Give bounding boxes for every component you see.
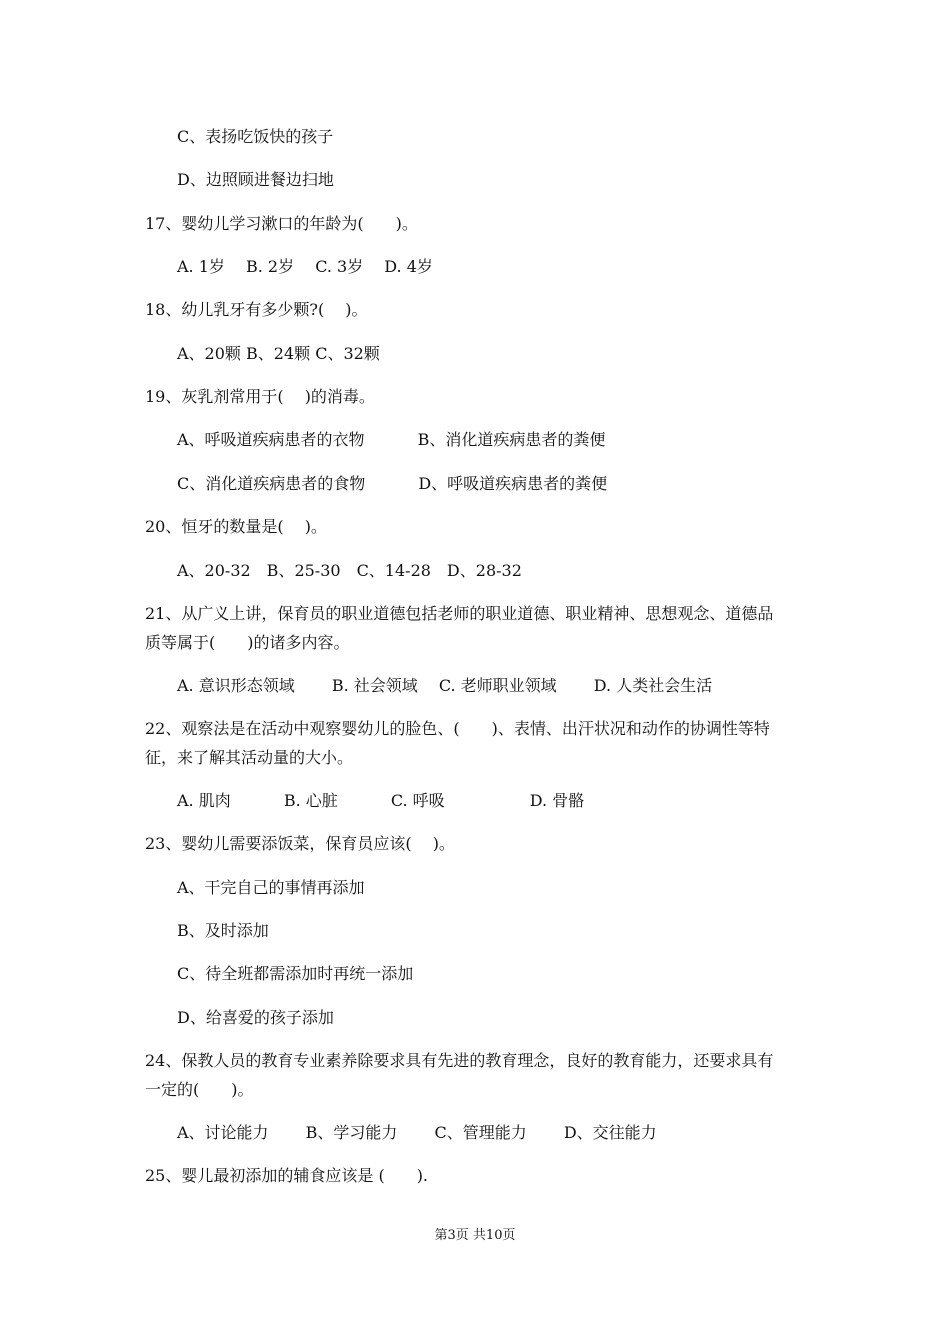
options-19-ab: A、呼吸道疾病患者的衣物 B、消化道疾病患者的粪便 xyxy=(177,430,606,449)
question-21-line2: 质等属于( )的诸多内容。 xyxy=(145,633,350,652)
question-20: 20、恒牙的数量是( )。 xyxy=(145,517,327,536)
options-22: A. 肌肉 B. 心脏 C. 呼吸 D. 骨骼 xyxy=(177,791,585,810)
options-24: A、讨论能力 B、学习能力 C、管理能力 D、交往能力 xyxy=(177,1123,657,1142)
question-17: 17、婴幼儿学习漱口的年龄为( )。 xyxy=(145,214,418,233)
option-23b: B、及时添加 xyxy=(177,921,269,940)
option-23a: A、干完自己的事情再添加 xyxy=(177,878,365,897)
option-23c: C、待全班都需添加时再统一添加 xyxy=(177,964,414,983)
question-24-line2: 一定的( )。 xyxy=(145,1080,254,1099)
options-18: A、20颗 B、24颗 C、32颗 xyxy=(177,344,380,363)
question-18: 18、幼儿乳牙有多少颗?( )。 xyxy=(145,300,368,319)
question-22-line2: 征，来了解其活动量的大小。 xyxy=(145,748,354,767)
options-17: A. 1岁 B. 2岁 C. 3岁 D. 4岁 xyxy=(177,257,433,276)
option-23d: D、给喜爱的孩子添加 xyxy=(177,1008,334,1027)
option-16c: C、表扬吃饭快的孩子 xyxy=(177,127,334,146)
question-24-line1: 24、保教人员的教育专业素养除要求具有先进的教育理念，良好的教育能力，还要求具有 xyxy=(145,1051,774,1070)
option-16d: D、边照顾进餐边扫地 xyxy=(177,170,334,189)
question-19: 19、灰乳剂常用于( )的消毒。 xyxy=(145,387,375,406)
page-footer: 第3页 共10页 xyxy=(434,1228,516,1243)
question-25: 25、婴儿最初添加的辅食应该是 ( ). xyxy=(145,1166,429,1185)
options-21: A. 意识形态领域 B. 社会领域 C. 老师职业领域 D. 人类社会生活 xyxy=(177,676,713,695)
question-21-line1: 21、从广义上讲，保育员的职业道德包括老师的职业道德、职业精神、思想观念、道德品 xyxy=(145,604,774,623)
question-23: 23、婴幼儿需要添饭菜，保育员应该( )。 xyxy=(145,834,455,853)
question-22-line1: 22、观察法是在活动中观察婴幼儿的脸色、( )、表情、出汗状况和动作的协调性等特 xyxy=(145,719,770,738)
options-19-cd: C、消化道疾病患者的食物 D、呼吸道疾病患者的粪便 xyxy=(177,474,608,493)
options-20: A、20-32 B、25-30 C、14-28 D、28-32 xyxy=(177,561,522,580)
